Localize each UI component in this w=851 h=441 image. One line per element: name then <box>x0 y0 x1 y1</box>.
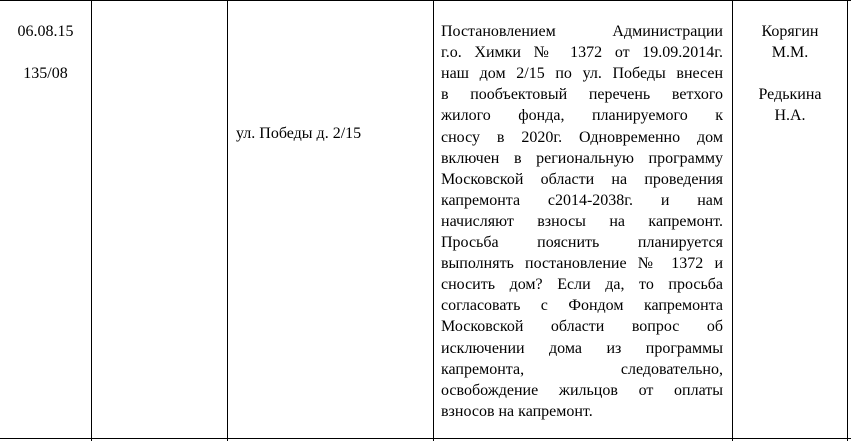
request-text-line: сносу в 2020г. Одновременно дом <box>441 129 723 146</box>
request-text-line: г.о. Химки № 1372 от 19.09.2014г. <box>441 44 723 61</box>
column-divider-4 <box>732 0 733 441</box>
request-text-line: капремонта с2014-2038г. и нам <box>441 192 723 209</box>
request-text-line: Просьба пояснить планируется <box>441 234 723 251</box>
responsible-2-surname: Редькина <box>758 86 822 103</box>
request-text-line: Московской области на проведения <box>441 171 723 188</box>
request-text-line: Постановлением Администрации <box>441 23 723 40</box>
date-cell: 06.08.15 <box>17 23 74 40</box>
request-text-line: согласовать с Фондом капремонта <box>441 297 723 314</box>
request-text-line: взносов на капремонт. <box>441 403 593 420</box>
column-divider-2 <box>227 0 228 441</box>
request-text-line: исключении дома из программы <box>441 340 723 357</box>
number-cell: 135/08 <box>23 65 68 82</box>
responsible-1-surname: Корягин <box>761 23 819 40</box>
request-text-line: в пообъектовый перечень ветхого <box>441 86 723 103</box>
request-text-line: освобождение жильцов от оплаты <box>441 382 723 399</box>
request-text-line: выполнять постановление № 1372 и <box>441 255 723 272</box>
request-text-line: наш дом 2/15 по ул. Победы внесен <box>441 65 723 82</box>
table-bottom-border <box>0 438 851 439</box>
column-divider-1 <box>91 0 92 441</box>
column-divider-3 <box>433 0 434 441</box>
request-text-line: Московской области вопрос об <box>441 318 723 335</box>
responsible-1-initials: М.М. <box>771 44 809 61</box>
responsible-2-initials: Н.А. <box>774 107 806 124</box>
request-text-line: начисляют взносы на капремонт. <box>441 213 723 230</box>
request-text-line: капремонта, следовательно, <box>441 361 723 378</box>
column-divider-5 <box>847 0 848 441</box>
request-text-line: включен в региональную программу <box>441 150 723 167</box>
request-text-line: жилого фонда, планируемого к <box>441 107 723 124</box>
request-text-line: сносить дом? Если да, то просьба <box>441 276 723 293</box>
table-top-border <box>0 0 851 1</box>
address-cell: ул. Победы д. 2/15 <box>236 125 362 142</box>
